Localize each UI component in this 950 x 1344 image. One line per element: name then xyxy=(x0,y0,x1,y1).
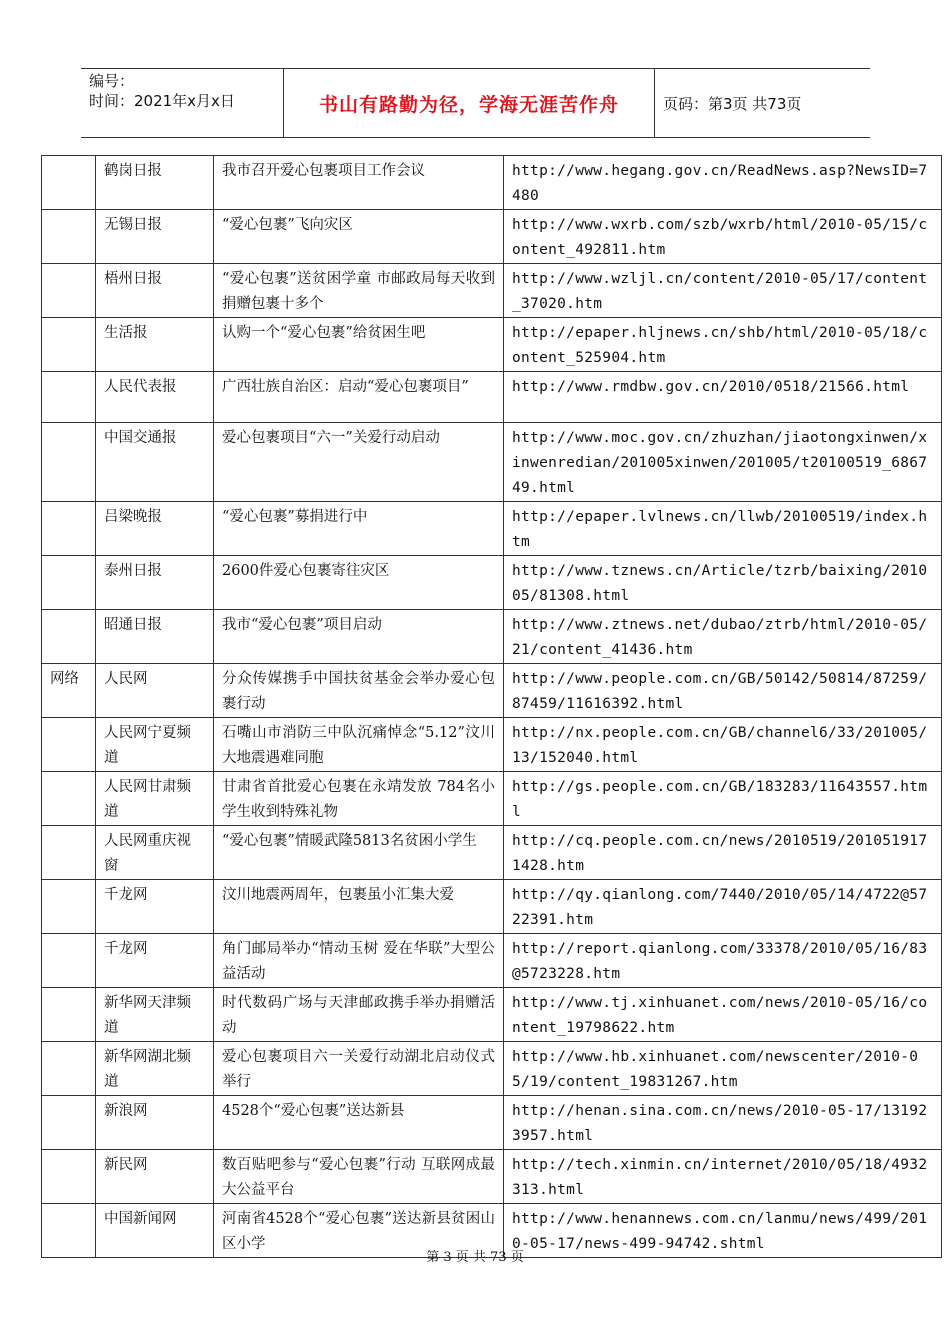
table-row xyxy=(42,556,942,610)
news-url-cell[interactable]: http://cq.people.com.cn/news/2010519/2010519171428.htm xyxy=(504,826,942,880)
media-coverage-table xyxy=(41,155,942,1258)
media-type-cell xyxy=(42,210,96,264)
media-type-cell xyxy=(42,988,96,1042)
media-name-cell: 千龙网 xyxy=(96,880,214,934)
media-type-cell xyxy=(42,718,96,772)
table-row xyxy=(42,664,942,718)
media-name-cell: 鹤岗日报 xyxy=(96,156,214,210)
news-title-cell: 时代数码广场与天津邮政携手举办捐赠活动 xyxy=(214,988,504,1042)
news-url-cell[interactable]: http://report.qianlong.com/33378/2010/05/16/83@5723228.htm xyxy=(504,934,942,988)
media-type-cell xyxy=(42,1150,96,1204)
media-name-cell: 人民代表报 xyxy=(96,372,214,423)
table-row xyxy=(42,1096,942,1150)
media-name-cell: 新浪网 xyxy=(96,1096,214,1150)
news-title-cell: 分众传媒携手中国扶贫基金会举办爱心包裹行动 xyxy=(214,664,504,718)
media-type-cell xyxy=(42,610,96,664)
media-name-cell: 人民网 xyxy=(96,664,214,718)
media-name-cell: 吕梁晚报 xyxy=(96,502,214,556)
news-url-cell[interactable]: http://www.moc.gov.cn/zhuzhan/jiaotongxinwen/xinwenredian/201005xinwen/201005/t20100519_686749.html xyxy=(504,423,942,502)
table-row xyxy=(42,318,942,372)
news-title-cell: 河南省4528个“爱心包裹”送达新县贫困山区小学 xyxy=(214,1204,504,1258)
media-name-cell: 生活报 xyxy=(96,318,214,372)
document-time-label: 时间：2021年x月x日 xyxy=(89,92,235,110)
media-type-cell xyxy=(42,556,96,610)
table-row xyxy=(42,826,942,880)
media-name-cell: 昭通日报 xyxy=(96,610,214,664)
news-url-cell[interactable]: http://www.tj.xinhuanet.com/news/2010-05/16/content_19798622.htm xyxy=(504,988,942,1042)
page-header xyxy=(81,68,870,138)
news-url-cell[interactable]: http://www.wzljl.cn/content/2010-05/17/content_37020.htm xyxy=(504,264,942,318)
header-motto: 书山有路勤为径，学海无涯苦作舟 xyxy=(283,69,655,137)
news-url-cell[interactable]: http://henan.sina.com.cn/news/2010-05-17/131923957.html xyxy=(504,1096,942,1150)
header-meta xyxy=(81,69,283,137)
news-url-cell[interactable]: http://www.rmdbw.gov.cn/2010/0518/21566.html xyxy=(504,372,942,423)
news-title-cell: 认购一个“爱心包裹”给贫困生吧 xyxy=(214,318,504,372)
media-type-cell xyxy=(42,372,96,423)
table-row xyxy=(42,1150,942,1204)
news-title-cell: 石嘴山市消防三中队沉痛悼念“5.12”汶川大地震遇难同胞 xyxy=(214,718,504,772)
news-url-cell[interactable]: http://tech.xinmin.cn/internet/2010/05/18/4932313.html xyxy=(504,1150,942,1204)
header-page-number: 页码：第3页 共73页 xyxy=(663,94,802,113)
media-type-cell xyxy=(42,264,96,318)
page-footer: 第 3 页 共 73 页 xyxy=(426,1250,524,1265)
news-url-cell[interactable]: http://www.people.com.cn/GB/50142/50814/87259/87459/11616392.html xyxy=(504,664,942,718)
news-url-cell[interactable]: http://www.hb.xinhuanet.com/newscenter/2010-05/19/content_19831267.htm xyxy=(504,1042,942,1096)
news-title-cell: 4528个“爱心包裹”送达新县 xyxy=(214,1096,504,1150)
document-number-label: 编号： xyxy=(89,72,135,90)
media-type-cell: 网络 xyxy=(42,664,96,718)
table-row xyxy=(42,502,942,556)
table-row xyxy=(42,610,942,664)
media-name-cell: 中国交通报 xyxy=(96,423,214,502)
news-title-cell: 爱心包裹项目六一关爱行动湖北启动仪式举行 xyxy=(214,1042,504,1096)
table-row xyxy=(42,210,942,264)
news-title-cell: 角门邮局举办“情动玉树 爱在华联”大型公益活动 xyxy=(214,934,504,988)
news-url-cell[interactable]: http://www.henannews.com.cn/lanmu/news/499/2010-05-17/news-499-94742.shtml xyxy=(504,1204,942,1258)
table-row xyxy=(42,772,942,826)
news-url-cell[interactable]: http://epaper.lvlnews.cn/llwb/20100519/index.htm xyxy=(504,502,942,556)
table-row xyxy=(42,988,942,1042)
news-title-cell: 爱心包裹项目“六一”关爱行动启动 xyxy=(214,423,504,502)
news-title-cell: 广西壮族自治区：启动“爱心包裹项目” xyxy=(214,372,504,423)
media-type-cell xyxy=(42,502,96,556)
media-type-cell xyxy=(42,880,96,934)
media-name-cell: 新民网 xyxy=(96,1150,214,1204)
news-title-cell: 汶川地震两周年，包裹虽小汇集大爱 xyxy=(214,880,504,934)
media-name-cell: 人民网宁夏频道 xyxy=(96,718,214,772)
news-title-cell: 数百贴吧参与“爱心包裹”行动 互联网成最大公益平台 xyxy=(214,1150,504,1204)
news-title-cell: 我市“爱心包裹”项目启动 xyxy=(214,610,504,664)
news-url-cell[interactable]: http://epaper.hljnews.cn/shb/html/2010-05/18/content_525904.htm xyxy=(504,318,942,372)
news-title-cell: 甘肃省首批爱心包裹在永靖发放 784名小学生收到特殊礼物 xyxy=(214,772,504,826)
news-url-cell[interactable]: http://gs.people.com.cn/GB/183283/11643557.html xyxy=(504,772,942,826)
news-url-cell[interactable]: http://qy.qianlong.com/7440/2010/05/14/4722@5722391.htm xyxy=(504,880,942,934)
table-row xyxy=(42,156,942,210)
media-name-cell: 新华网天津频道 xyxy=(96,988,214,1042)
news-url-cell[interactable]: http://www.ztnews.net/dubao/ztrb/html/2010-05/21/content_41436.htm xyxy=(504,610,942,664)
media-type-cell xyxy=(42,934,96,988)
media-name-cell: 中国新闻网 xyxy=(96,1204,214,1258)
news-url-cell[interactable]: http://www.hegang.gov.cn/ReadNews.asp?NewsID=7480 xyxy=(504,156,942,210)
media-type-cell xyxy=(42,318,96,372)
media-type-cell xyxy=(42,156,96,210)
media-type-cell xyxy=(42,1042,96,1096)
news-title-cell: “爱心包裹”募捐进行中 xyxy=(214,502,504,556)
media-name-cell: 新华网湖北频道 xyxy=(96,1042,214,1096)
media-type-cell xyxy=(42,423,96,502)
table-row xyxy=(42,880,942,934)
table-row xyxy=(42,423,942,502)
media-type-cell xyxy=(42,1096,96,1150)
table-row xyxy=(42,718,942,772)
table-body xyxy=(42,156,942,1258)
news-url-cell[interactable]: http://nx.people.com.cn/GB/channel6/33/201005/13/152040.html xyxy=(504,718,942,772)
news-url-cell[interactable]: http://www.tznews.cn/Article/tzrb/baixing/201005/81308.html xyxy=(504,556,942,610)
news-title-cell: “爱心包裹”送贫困学童 市邮政局每天收到捐赠包裹十多个 xyxy=(214,264,504,318)
news-title-cell: “爱心包裹”情暖武隆5813名贫困小学生 xyxy=(214,826,504,880)
table-row xyxy=(42,264,942,318)
media-name-cell: 千龙网 xyxy=(96,934,214,988)
media-type-cell xyxy=(42,826,96,880)
news-url-cell[interactable]: http://www.wxrb.com/szb/wxrb/html/2010-05/15/content_492811.htm xyxy=(504,210,942,264)
table-row xyxy=(42,372,942,423)
news-title-cell: 我市召开爱心包裹项目工作会议 xyxy=(214,156,504,210)
table-row xyxy=(42,1042,942,1096)
news-title-cell: “爱心包裹”飞向灾区 xyxy=(214,210,504,264)
media-name-cell: 无锡日报 xyxy=(96,210,214,264)
table-row xyxy=(42,934,942,988)
media-type-cell xyxy=(42,772,96,826)
media-name-cell: 人民网重庆视窗 xyxy=(96,826,214,880)
news-title-cell: 2600件爱心包裹寄往灾区 xyxy=(214,556,504,610)
media-name-cell: 人民网甘肃频道 xyxy=(96,772,214,826)
media-name-cell: 梧州日报 xyxy=(96,264,214,318)
media-name-cell: 泰州日报 xyxy=(96,556,214,610)
